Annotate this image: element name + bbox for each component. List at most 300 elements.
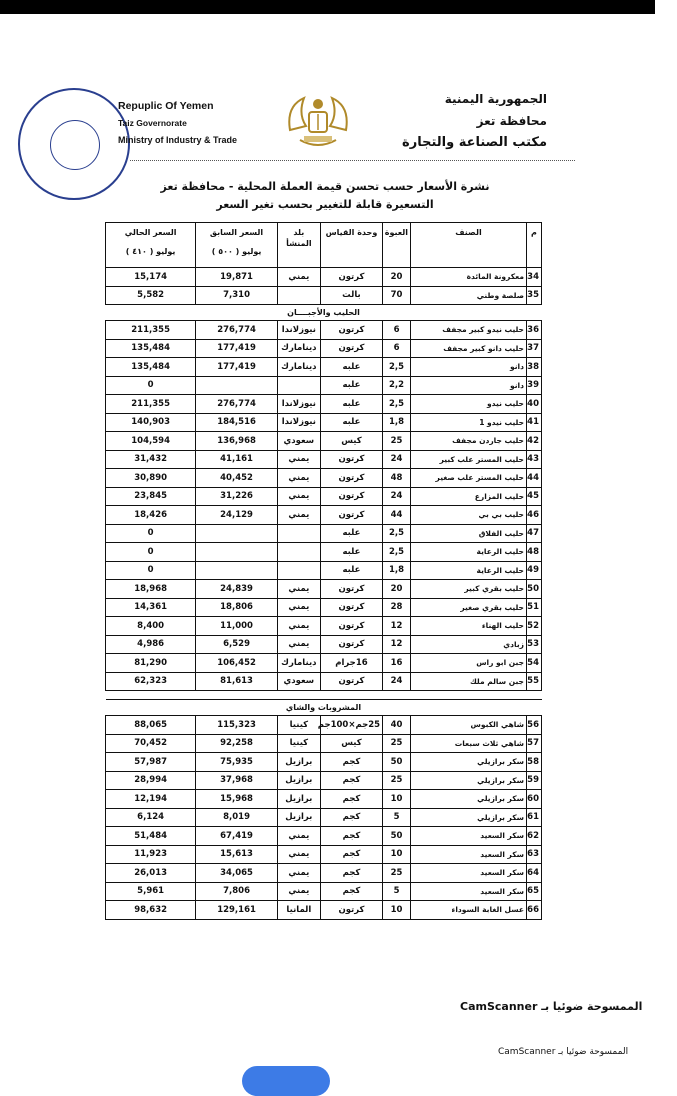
cell-prev: 129,161 <box>196 901 278 920</box>
cell-origin: دينامارك <box>277 339 320 358</box>
cell-unit: كرتون <box>320 506 382 525</box>
price-table <box>105 222 542 920</box>
cell-item: سكر السعيد <box>411 845 527 864</box>
table-row <box>106 790 542 809</box>
cell-no: 59 <box>526 771 541 790</box>
cell-prev: 40,452 <box>196 469 278 488</box>
cell-no: 38 <box>526 358 541 377</box>
cell-no: 62 <box>526 827 541 846</box>
cell-prev: 92,258 <box>196 734 278 753</box>
floating-action-button[interactable] <box>242 1066 330 1096</box>
cell-pack: 24 <box>383 672 411 691</box>
cell-cur: 211,355 <box>106 321 196 340</box>
cell-item: صلصة وطني <box>411 286 527 305</box>
cell-no: 43 <box>526 450 541 469</box>
camscanner-watermark: الممسوحة ضوئيا بـ CamScanner <box>460 1000 643 1013</box>
cell-item: حليب نيدو <box>411 395 527 414</box>
cell-unit: كرتون <box>320 580 382 599</box>
cell-unit: كجم <box>320 771 382 790</box>
cell-origin: يمني <box>277 864 320 883</box>
table-row <box>106 845 542 864</box>
cell-cur: 5,961 <box>106 882 196 901</box>
cell-cur: 28,994 <box>106 771 196 790</box>
section-title: الحليب والأجبــــان <box>106 305 542 321</box>
cell-origin: يمني <box>277 617 320 636</box>
ministry-seal <box>18 88 130 200</box>
cell-cur: 70,452 <box>106 734 196 753</box>
cell-cur: 51,484 <box>106 827 196 846</box>
cell-cur: 18,426 <box>106 506 196 525</box>
cell-no: 61 <box>526 808 541 827</box>
cell-pack: 25 <box>383 432 411 451</box>
cell-cur: 4,986 <box>106 635 196 654</box>
cell-item: معكرونة المائدة <box>411 268 527 287</box>
cell-origin <box>277 524 320 543</box>
cell-cur: 6,124 <box>106 808 196 827</box>
header-cur-label: السعر الحالي <box>124 228 177 237</box>
cell-item: حليب نيدو كبير مجفف <box>411 321 527 340</box>
cell-unit: بالت <box>320 286 382 305</box>
table-row <box>106 827 542 846</box>
table-row <box>106 734 542 753</box>
cell-no: 41 <box>526 413 541 432</box>
bulletin-title <box>140 178 510 214</box>
cell-prev: 11,000 <box>196 617 278 636</box>
cell-no: 47 <box>526 524 541 543</box>
cell-prev: 15,968 <box>196 790 278 809</box>
bulletin-title-line2: التسعيرة قابلة للتغيير بحسب تغير السعر <box>216 198 434 211</box>
cell-no: 49 <box>526 561 541 580</box>
cell-pack: 20 <box>383 580 411 599</box>
cell-cur: 0 <box>106 543 196 562</box>
cell-prev <box>196 561 278 580</box>
header-no: م <box>526 223 541 268</box>
arabic-header <box>387 88 547 154</box>
cell-prev: 34,065 <box>196 864 278 883</box>
en-header-country: Repuplic Of Yemen <box>118 100 214 112</box>
header-divider <box>130 160 575 161</box>
cell-cur: 98,632 <box>106 901 196 920</box>
cell-pack: 1,8 <box>383 561 411 580</box>
cell-no: 39 <box>526 376 541 395</box>
cell-item: حليب المستر علب صغير <box>411 469 527 488</box>
cell-item: جبن ابو راس <box>411 654 527 673</box>
cell-cur: 15,174 <box>106 268 196 287</box>
cell-item: سكر السعيد <box>411 827 527 846</box>
cell-prev: 67,419 <box>196 827 278 846</box>
cell-no: 48 <box>526 543 541 562</box>
cell-no: 42 <box>526 432 541 451</box>
cell-prev: 24,839 <box>196 580 278 599</box>
cell-item: جبن سالم ملك <box>411 672 527 691</box>
spacer-row <box>106 691 542 700</box>
cell-unit: كيس <box>320 432 382 451</box>
cell-prev: 31,226 <box>196 487 278 506</box>
cell-no: 52 <box>526 617 541 636</box>
cell-no: 64 <box>526 864 541 883</box>
cell-no: 57 <box>526 734 541 753</box>
table-row <box>106 339 542 358</box>
table-row <box>106 524 542 543</box>
cell-prev: 115,323 <box>196 716 278 735</box>
cell-item: زبادي <box>411 635 527 654</box>
header-unit: وحدة القياس <box>320 223 382 268</box>
cell-unit: كيس <box>320 734 382 753</box>
cell-pack: 24 <box>383 450 411 469</box>
cell-prev: 106,452 <box>196 654 278 673</box>
table-row <box>106 432 542 451</box>
cell-no: 40 <box>526 395 541 414</box>
cell-origin <box>277 561 320 580</box>
cell-cur: 211,355 <box>106 395 196 414</box>
cell-cur: 5,582 <box>106 286 196 305</box>
header-item: الصنف <box>411 223 527 268</box>
table-row <box>106 413 542 432</box>
cell-origin: يمني <box>277 487 320 506</box>
cell-origin: يمني <box>277 268 320 287</box>
cell-item: شاهي الكبوس <box>411 716 527 735</box>
cell-pack: 10 <box>383 901 411 920</box>
cell-origin: المانيا <box>277 901 320 920</box>
cell-no: 45 <box>526 487 541 506</box>
table-row <box>106 901 542 920</box>
cell-prev: 177,419 <box>196 358 278 377</box>
cell-item: حليب الرعاية <box>411 543 527 562</box>
cell-origin: يمني <box>277 469 320 488</box>
cell-item: سكر السعيد <box>411 882 527 901</box>
cell-prev: 6,529 <box>196 635 278 654</box>
table-row <box>106 506 542 525</box>
cell-item: حليب الهناء <box>411 617 527 636</box>
cell-cur: 30,890 <box>106 469 196 488</box>
cell-item: سكر برازيلي <box>411 790 527 809</box>
cell-origin: سعودي <box>277 432 320 451</box>
cell-prev: 7,806 <box>196 882 278 901</box>
cell-unit: كرتون <box>320 469 382 488</box>
cell-pack: 2,5 <box>383 358 411 377</box>
cell-pack: 50 <box>383 827 411 846</box>
cell-pack: 70 <box>383 286 411 305</box>
cell-prev <box>196 543 278 562</box>
cell-prev: 177,419 <box>196 339 278 358</box>
cell-no: 66 <box>526 901 541 920</box>
cell-unit: علبه <box>320 395 382 414</box>
cell-unit: كجم <box>320 864 382 883</box>
cell-origin: يمني <box>277 882 320 901</box>
cell-cur: 104,594 <box>106 432 196 451</box>
cell-pack: 28 <box>383 598 411 617</box>
cell-origin: برازيل <box>277 771 320 790</box>
cell-item: حليب دانو كبير مجفف <box>411 339 527 358</box>
table-row <box>106 321 542 340</box>
table-row <box>106 561 542 580</box>
table-row <box>106 716 542 735</box>
cell-pack: 40 <box>383 716 411 735</box>
table-row <box>106 753 542 772</box>
cell-origin <box>277 286 320 305</box>
cell-no: 58 <box>526 753 541 772</box>
ar-header-country: الجمهورية اليمنية <box>444 92 547 106</box>
cell-unit: 16جرام <box>320 654 382 673</box>
cell-pack: 25 <box>383 864 411 883</box>
cell-no: 55 <box>526 672 541 691</box>
cell-no: 60 <box>526 790 541 809</box>
cell-unit: كرتون <box>320 635 382 654</box>
cell-prev: 184,516 <box>196 413 278 432</box>
cell-pack: 2,5 <box>383 543 411 562</box>
header-origin: بلد المنشأ <box>277 223 320 268</box>
cell-unit: كرتون <box>320 617 382 636</box>
cell-prev <box>196 524 278 543</box>
header-pack: العبوة <box>383 223 411 268</box>
cell-unit: كرتون <box>320 268 382 287</box>
cell-pack: 24 <box>383 487 411 506</box>
cell-unit: كجم <box>320 808 382 827</box>
table-row <box>106 376 542 395</box>
cell-prev: 136,968 <box>196 432 278 451</box>
cell-origin: كينيا <box>277 716 320 735</box>
cell-origin: يمني <box>277 827 320 846</box>
cell-cur: 23,845 <box>106 487 196 506</box>
cell-cur: 57,987 <box>106 753 196 772</box>
cell-item: حليب الرعاية <box>411 561 527 580</box>
header-cur-sub: يوليو ( ٤١٠ ) <box>125 247 176 256</box>
cell-prev: 75,935 <box>196 753 278 772</box>
cell-pack: 20 <box>383 268 411 287</box>
cell-pack: 10 <box>383 790 411 809</box>
cell-item: حليب جاردن مجفف <box>411 432 527 451</box>
cell-origin: يمني <box>277 635 320 654</box>
cell-cur: 0 <box>106 524 196 543</box>
cell-cur: 8,400 <box>106 617 196 636</box>
header-prev-price <box>196 223 278 268</box>
cell-pack: 6 <box>383 321 411 340</box>
cell-item: سكر برازيلي <box>411 771 527 790</box>
cell-origin: كينيا <box>277 734 320 753</box>
header-cur-price <box>106 223 196 268</box>
table-row <box>106 268 542 287</box>
cell-origin: نيوزلاندا <box>277 395 320 414</box>
cell-prev: 276,774 <box>196 395 278 414</box>
table-row <box>106 808 542 827</box>
cell-item: دانو <box>411 358 527 377</box>
table-row <box>106 487 542 506</box>
cell-cur: 0 <box>106 376 196 395</box>
top-black-bar <box>0 0 655 14</box>
cell-item: حليب المزارع <box>411 487 527 506</box>
cell-no: 56 <box>526 716 541 735</box>
header-prev-sub: يوليو ( ٥٠٠ ) <box>211 247 262 256</box>
table-row <box>106 672 542 691</box>
cell-unit: علبه <box>320 543 382 562</box>
cell-no: 36 <box>526 321 541 340</box>
cell-cur: 14,361 <box>106 598 196 617</box>
cell-no: 46 <box>526 506 541 525</box>
cell-item: حليب الفلاق <box>411 524 527 543</box>
cell-cur: 11,923 <box>106 845 196 864</box>
cell-no: 63 <box>526 845 541 864</box>
table-row <box>106 882 542 901</box>
cell-item: دانو <box>411 376 527 395</box>
table-row <box>106 469 542 488</box>
cell-pack: 6 <box>383 339 411 358</box>
cell-cur: 140,903 <box>106 413 196 432</box>
cell-origin: برازيل <box>277 808 320 827</box>
cell-pack: 12 <box>383 617 411 636</box>
cell-cur: 12,194 <box>106 790 196 809</box>
cell-no: 44 <box>526 469 541 488</box>
cell-unit: علبه <box>320 413 382 432</box>
cell-origin: يمني <box>277 598 320 617</box>
cell-no: 50 <box>526 580 541 599</box>
cell-pack: 2,5 <box>383 395 411 414</box>
cell-prev: 8,019 <box>196 808 278 827</box>
cell-no: 65 <box>526 882 541 901</box>
cell-origin: يمني <box>277 580 320 599</box>
table-row <box>106 395 542 414</box>
cell-prev <box>196 376 278 395</box>
cell-item: حليب بي بي <box>411 506 527 525</box>
cell-cur: 18,968 <box>106 580 196 599</box>
cell-item: حليب المستر علب كبير <box>411 450 527 469</box>
cell-item: حليب بقري صغير <box>411 598 527 617</box>
cell-pack: 25 <box>383 771 411 790</box>
cell-no: 35 <box>526 286 541 305</box>
cell-unit: 25جم×100جم <box>320 716 382 735</box>
cell-pack: 2,2 <box>383 376 411 395</box>
cell-origin: نيوزلاندا <box>277 413 320 432</box>
cell-unit: علبه <box>320 376 382 395</box>
cell-prev: 276,774 <box>196 321 278 340</box>
cell-pack: 25 <box>383 734 411 753</box>
table-row <box>106 580 542 599</box>
cell-unit: كجم <box>320 827 382 846</box>
table-row <box>106 358 542 377</box>
table-row <box>106 864 542 883</box>
cell-prev: 15,613 <box>196 845 278 864</box>
cell-pack: 2,5 <box>383 524 411 543</box>
table-row <box>106 598 542 617</box>
cell-origin: برازيل <box>277 790 320 809</box>
cell-prev: 24,129 <box>196 506 278 525</box>
table-row <box>106 771 542 790</box>
cell-unit: كجم <box>320 882 382 901</box>
cell-item: سكر برازيلي <box>411 808 527 827</box>
cell-unit: علبه <box>320 561 382 580</box>
cell-item: عسل الغابة السوداء <box>411 901 527 920</box>
en-header-governorate: Taiz Governorate <box>118 118 187 128</box>
cell-pack: 48 <box>383 469 411 488</box>
cell-cur: 135,484 <box>106 339 196 358</box>
cell-unit: كجم <box>320 845 382 864</box>
cell-no: 51 <box>526 598 541 617</box>
table-row <box>106 543 542 562</box>
cell-origin: دينامارك <box>277 358 320 377</box>
ar-header-office: مكتب الصناعة والتجارة <box>402 135 547 150</box>
cell-no: 37 <box>526 339 541 358</box>
cell-item: سكر برازيلي <box>411 753 527 772</box>
yemen-eagle-emblem-icon <box>282 92 354 152</box>
cell-item: حليب نيدو 1 <box>411 413 527 432</box>
english-header <box>118 98 308 149</box>
cell-unit: كرتون <box>320 450 382 469</box>
table-header-row <box>106 223 542 268</box>
table-row <box>106 635 542 654</box>
cell-pack: 16 <box>383 654 411 673</box>
cell-cur: 26,013 <box>106 864 196 883</box>
section-title: المشروبات والشاي <box>106 700 542 716</box>
camscanner-watermark-small: الممسوحة ضوئيا بـ CamScanner <box>498 1047 629 1057</box>
table-row <box>106 450 542 469</box>
cell-cur: 0 <box>106 561 196 580</box>
cell-unit: كرتون <box>320 598 382 617</box>
cell-pack: 50 <box>383 753 411 772</box>
cell-prev: 41,161 <box>196 450 278 469</box>
bulletin-title-line1: نشرة الأسعار حسب تحسن قيمة العملة المحلية - محافظة تعز <box>160 180 490 193</box>
cell-origin: يمني <box>277 845 320 864</box>
cell-prev: 37,968 <box>196 771 278 790</box>
cell-prev: 81,613 <box>196 672 278 691</box>
cell-unit: كرتون <box>320 487 382 506</box>
cell-pack: 1,8 <box>383 413 411 432</box>
header-prev-label: السعر السابق <box>209 228 264 237</box>
cell-prev: 18,806 <box>196 598 278 617</box>
section-row <box>106 305 542 321</box>
cell-prev: 19,871 <box>196 268 278 287</box>
cell-origin: دينامارك <box>277 654 320 673</box>
cell-unit: كرتون <box>320 901 382 920</box>
cell-cur: 88,065 <box>106 716 196 735</box>
cell-no: 34 <box>526 268 541 287</box>
cell-origin <box>277 543 320 562</box>
cell-no: 54 <box>526 654 541 673</box>
cell-origin: سعودي <box>277 672 320 691</box>
cell-no: 53 <box>526 635 541 654</box>
cell-origin: برازيل <box>277 753 320 772</box>
cell-unit: كجم <box>320 753 382 772</box>
cell-pack: 5 <box>383 808 411 827</box>
seal-inner-ring <box>50 120 100 170</box>
cell-item: سكر السعيد <box>411 864 527 883</box>
cell-pack: 44 <box>383 506 411 525</box>
cell-origin: يمني <box>277 506 320 525</box>
cell-unit: علبه <box>320 358 382 377</box>
ar-header-governorate: محافظة تعز <box>476 114 547 128</box>
cell-unit: كرتون <box>320 672 382 691</box>
section-row <box>106 700 542 716</box>
cell-origin: نيوزلاندا <box>277 321 320 340</box>
table-row <box>106 617 542 636</box>
table-row <box>106 286 542 305</box>
cell-pack: 12 <box>383 635 411 654</box>
cell-origin <box>277 376 320 395</box>
cell-unit: علبه <box>320 524 382 543</box>
cell-cur: 81,290 <box>106 654 196 673</box>
cell-cur: 135,484 <box>106 358 196 377</box>
table-row <box>106 654 542 673</box>
spacer-cell <box>106 691 542 700</box>
cell-cur: 31,432 <box>106 450 196 469</box>
cell-prev: 7,310 <box>196 286 278 305</box>
cell-cur: 62,323 <box>106 672 196 691</box>
cell-item: شاهي ثلاث سبعات <box>411 734 527 753</box>
cell-item: حليب بقري كبير <box>411 580 527 599</box>
cell-pack: 5 <box>383 882 411 901</box>
cell-origin: يمني <box>277 450 320 469</box>
cell-unit: كجم <box>320 790 382 809</box>
en-header-ministry: Ministry of Industry & Trade <box>118 135 238 145</box>
cell-unit: كرتون <box>320 339 382 358</box>
